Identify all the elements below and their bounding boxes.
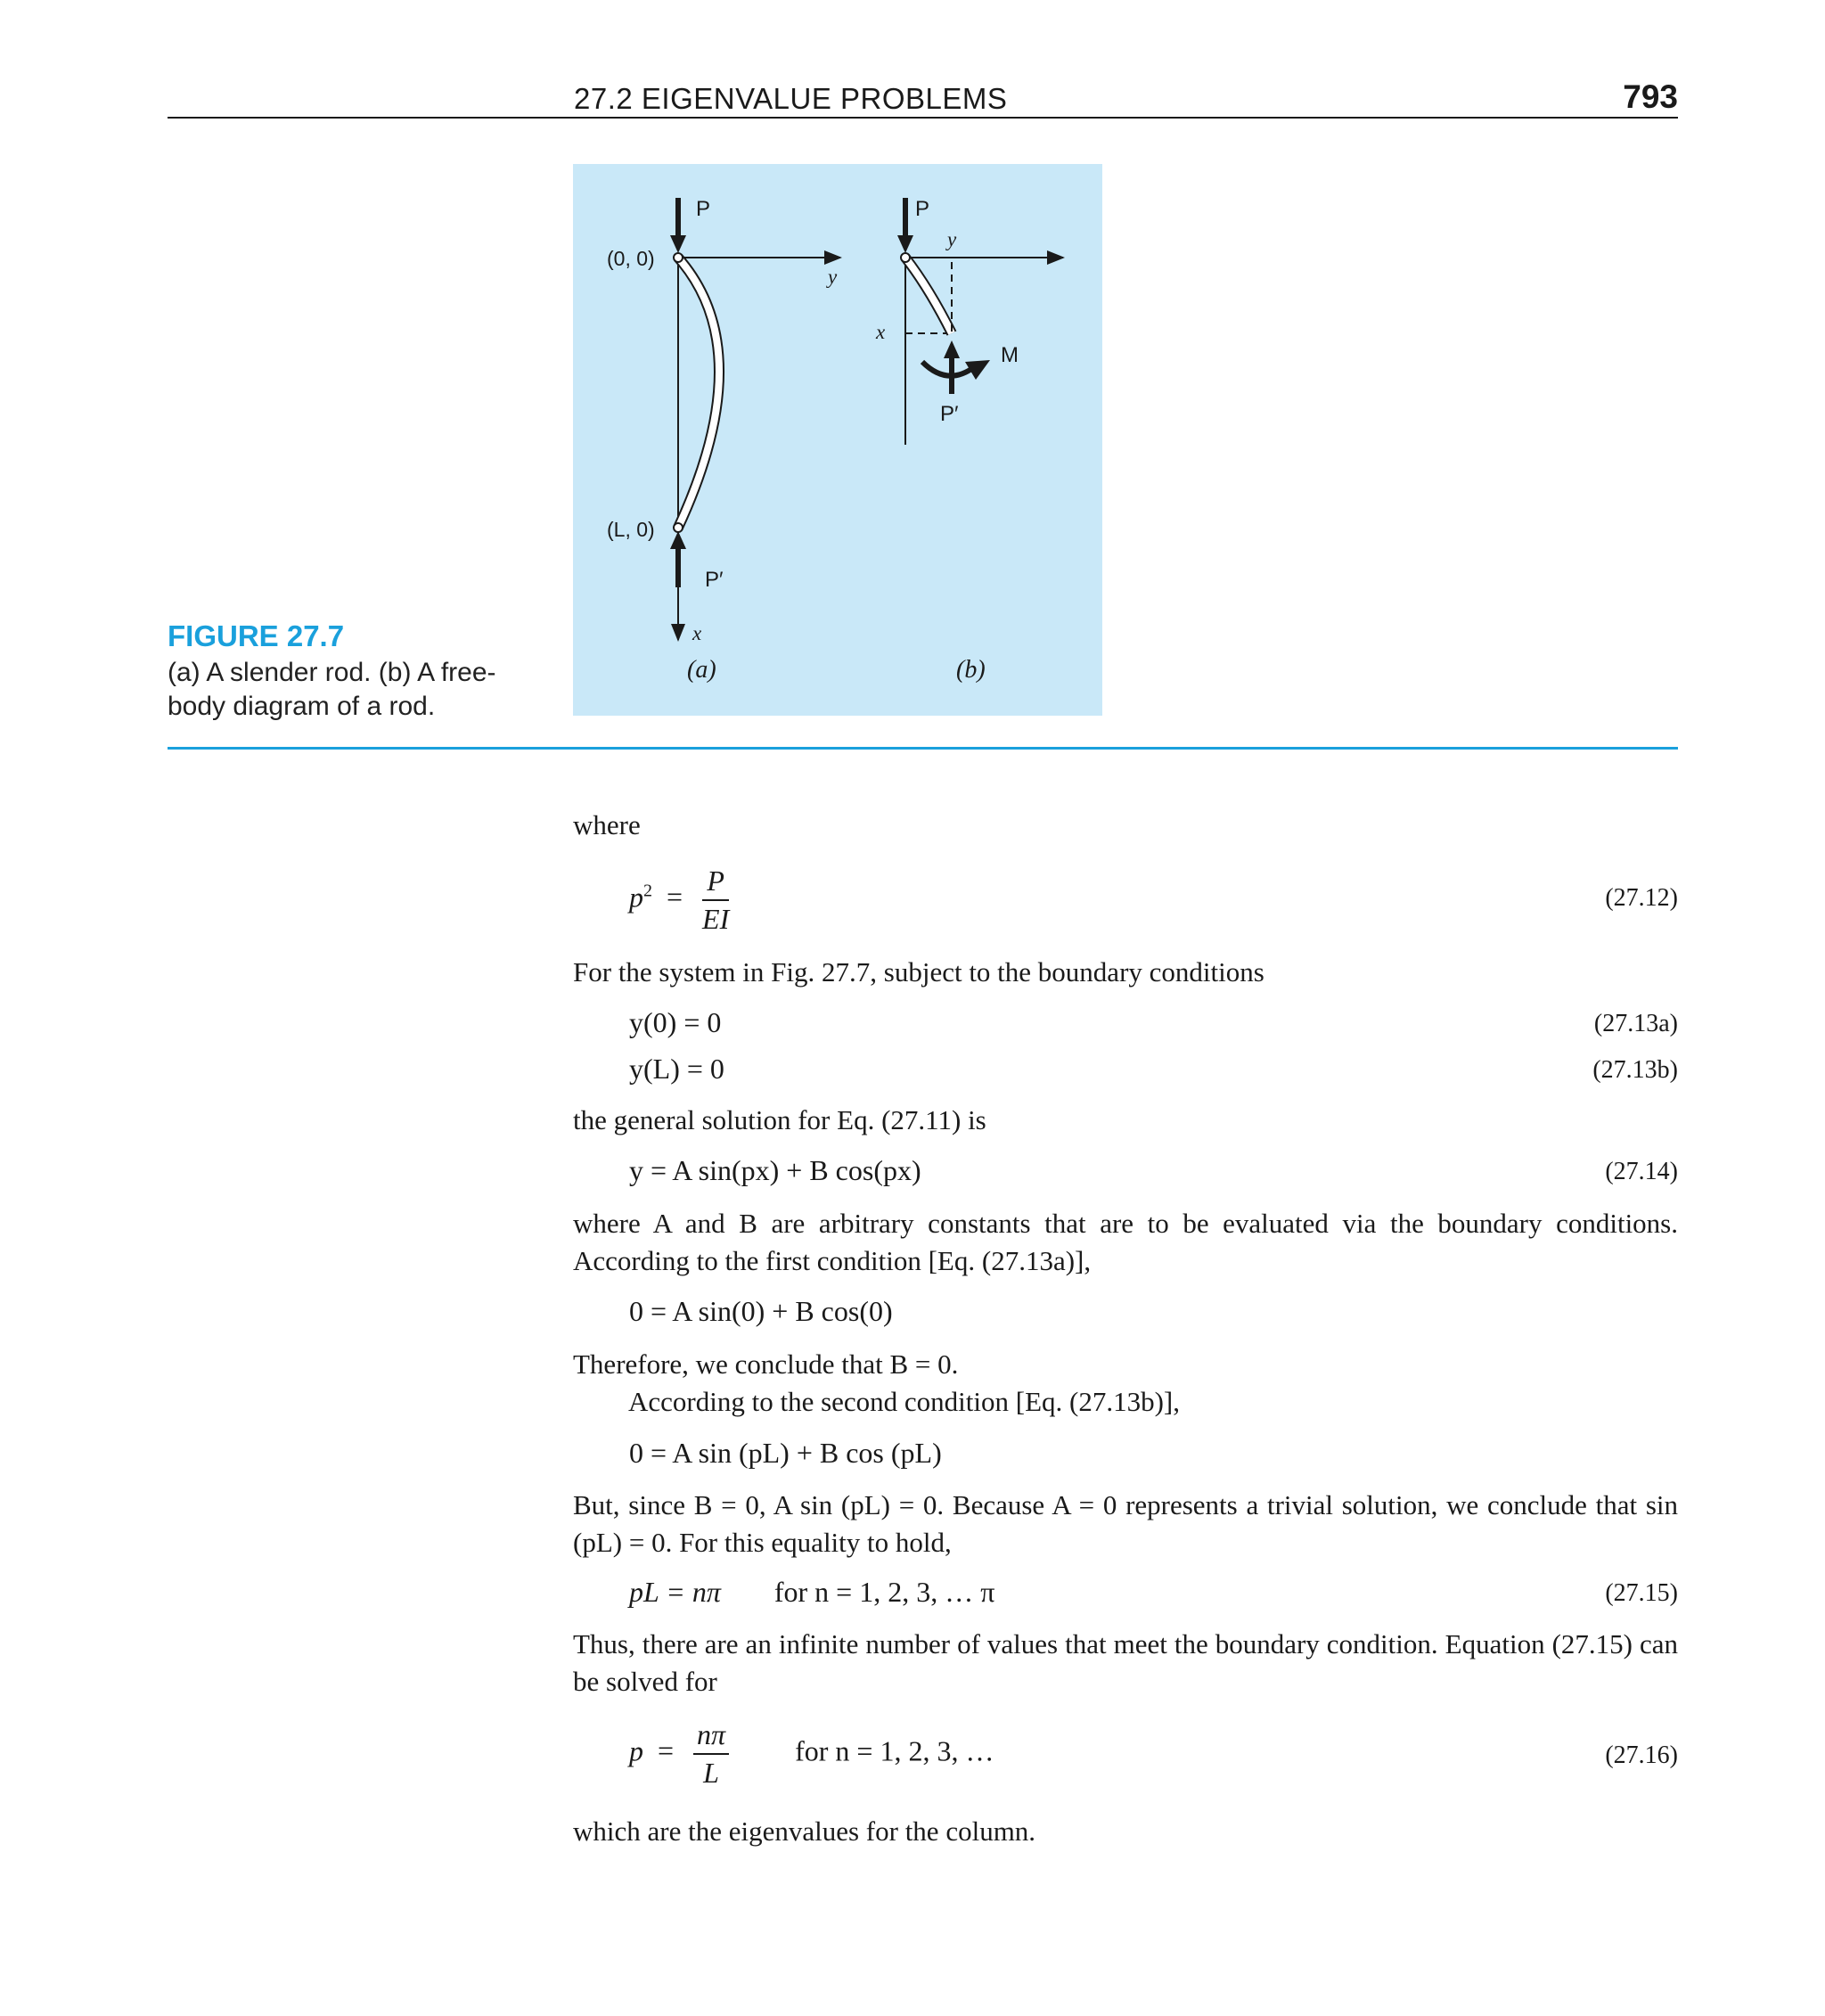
equation-27-13b: y(L) = 0	[629, 1053, 724, 1085]
eq-27-16-denominator: L	[703, 1757, 719, 1789]
y-axis-label-a: y	[828, 266, 838, 288]
load-label-top-a: P	[696, 197, 711, 221]
text-second-condition: According to the second condition [Eq. (27.13b)],	[628, 1386, 1180, 1417]
equation-27-15	[629, 1576, 994, 1609]
panel-a-diagram	[607, 197, 840, 684]
text-eigenvalues: which are the eigenvalues for the column.	[573, 1815, 1036, 1847]
x-label-b: x	[876, 321, 886, 343]
text-arbitrary-constants: where A and B are arbitrary constants that are to be evaluated via the boundary conditions. According to the first condition [Eq. (27.13a)],	[573, 1208, 1678, 1276]
moment-label-b: M	[1001, 343, 1019, 367]
equation-27-16	[629, 1718, 994, 1790]
eq-27-16-numerator: nπ	[693, 1718, 729, 1755]
equation-27-12	[629, 865, 734, 936]
equation-number-27-16: (27.16)	[1605, 1741, 1678, 1769]
eq-27-16-fraction	[693, 1718, 729, 1790]
eq-27-16-lhs: p	[629, 1734, 643, 1767]
eq-27-16-condition: for n = 1, 2, 3, …	[795, 1734, 994, 1767]
origin-label-a: (0, 0)	[607, 247, 655, 270]
equation-number-27-12: (27.12)	[1605, 884, 1678, 912]
load-label-bottom-b: P′	[940, 402, 959, 426]
eq-27-12-numerator: P	[702, 865, 729, 901]
eq-27-15-lhs: pL = nπ	[629, 1576, 721, 1608]
pin-top-b	[901, 253, 910, 262]
eq-27-12-denominator: EI	[702, 903, 730, 935]
equation-number-27-15: (27.15)	[1605, 1579, 1678, 1607]
equation-number-27-13b: (27.13b)	[1592, 1056, 1678, 1084]
eq-27-12-lhs: p	[629, 881, 643, 914]
panel-b-label: (b)	[956, 656, 986, 684]
rod-segment-b	[905, 258, 952, 333]
y-label-b: y	[947, 228, 957, 250]
eq-27-12-fraction	[702, 865, 729, 936]
equation-27-13a: y(0) = 0	[629, 1006, 722, 1038]
text-where: where	[573, 809, 641, 840]
equation-first-condition: 0 = A sin(0) + B cos(0)	[629, 1295, 893, 1327]
text-therefore: Therefore, we conclude that B = 0.	[573, 1348, 959, 1380]
load-label-top-b: P	[915, 197, 930, 221]
figure-rule	[168, 747, 1678, 750]
figure-panel	[573, 164, 1102, 716]
equation-27-14: y = A sin(px) + B cos(px)	[629, 1154, 921, 1186]
pin-bottom-a	[674, 523, 683, 532]
pin-top-a	[674, 253, 683, 262]
header-rule	[168, 117, 1678, 119]
text-infinite-values: Thus, there are an infinite number of values that meet the boundary condition. Equation (27.15) can be solved for	[573, 1628, 1678, 1697]
panel-a-label: (a)	[687, 656, 716, 684]
moment-arc-b	[922, 362, 974, 376]
load-label-bottom-a: P′	[705, 568, 724, 592]
text-general-solution: the general solution for Eq. (27.11) is	[573, 1104, 986, 1135]
x-axis-label-a: x	[692, 622, 702, 644]
equation-number-27-14: (27.14)	[1605, 1158, 1678, 1185]
eq-27-12-equals: =	[667, 881, 683, 914]
equation-number-27-13a: (27.13a)	[1593, 1010, 1678, 1037]
panel-b-diagram	[875, 197, 1063, 684]
page-number: 793	[1623, 78, 1678, 115]
text-system: For the system in Fig. 27.7, subject to the boundary conditions	[573, 956, 1264, 988]
eq-27-12-exponent: 2	[643, 881, 652, 901]
eq-27-16-equals: =	[658, 1734, 675, 1767]
eq-27-15-condition: for n = 1, 2, 3, … π	[773, 1576, 995, 1608]
running-head: 27.2 EIGENVALUE PROBLEMS	[574, 82, 1008, 115]
figure-diagram	[573, 164, 1102, 716]
equation-second-condition: 0 = A sin (pL) + B cos (pL)	[629, 1437, 942, 1469]
end-label-a: (L, 0)	[607, 518, 655, 541]
figure-caption: (a) A slender rod. (b) A free-body diagram of a rod.	[168, 658, 496, 721]
text-trivial-solution: But, since B = 0, A sin (pL) = 0. Because A = 0 represents a trivial solution, we conclude that sin (pL) = 0. For this equality to hold,	[573, 1489, 1678, 1558]
figure-title: FIGURE 27.7	[168, 619, 345, 652]
